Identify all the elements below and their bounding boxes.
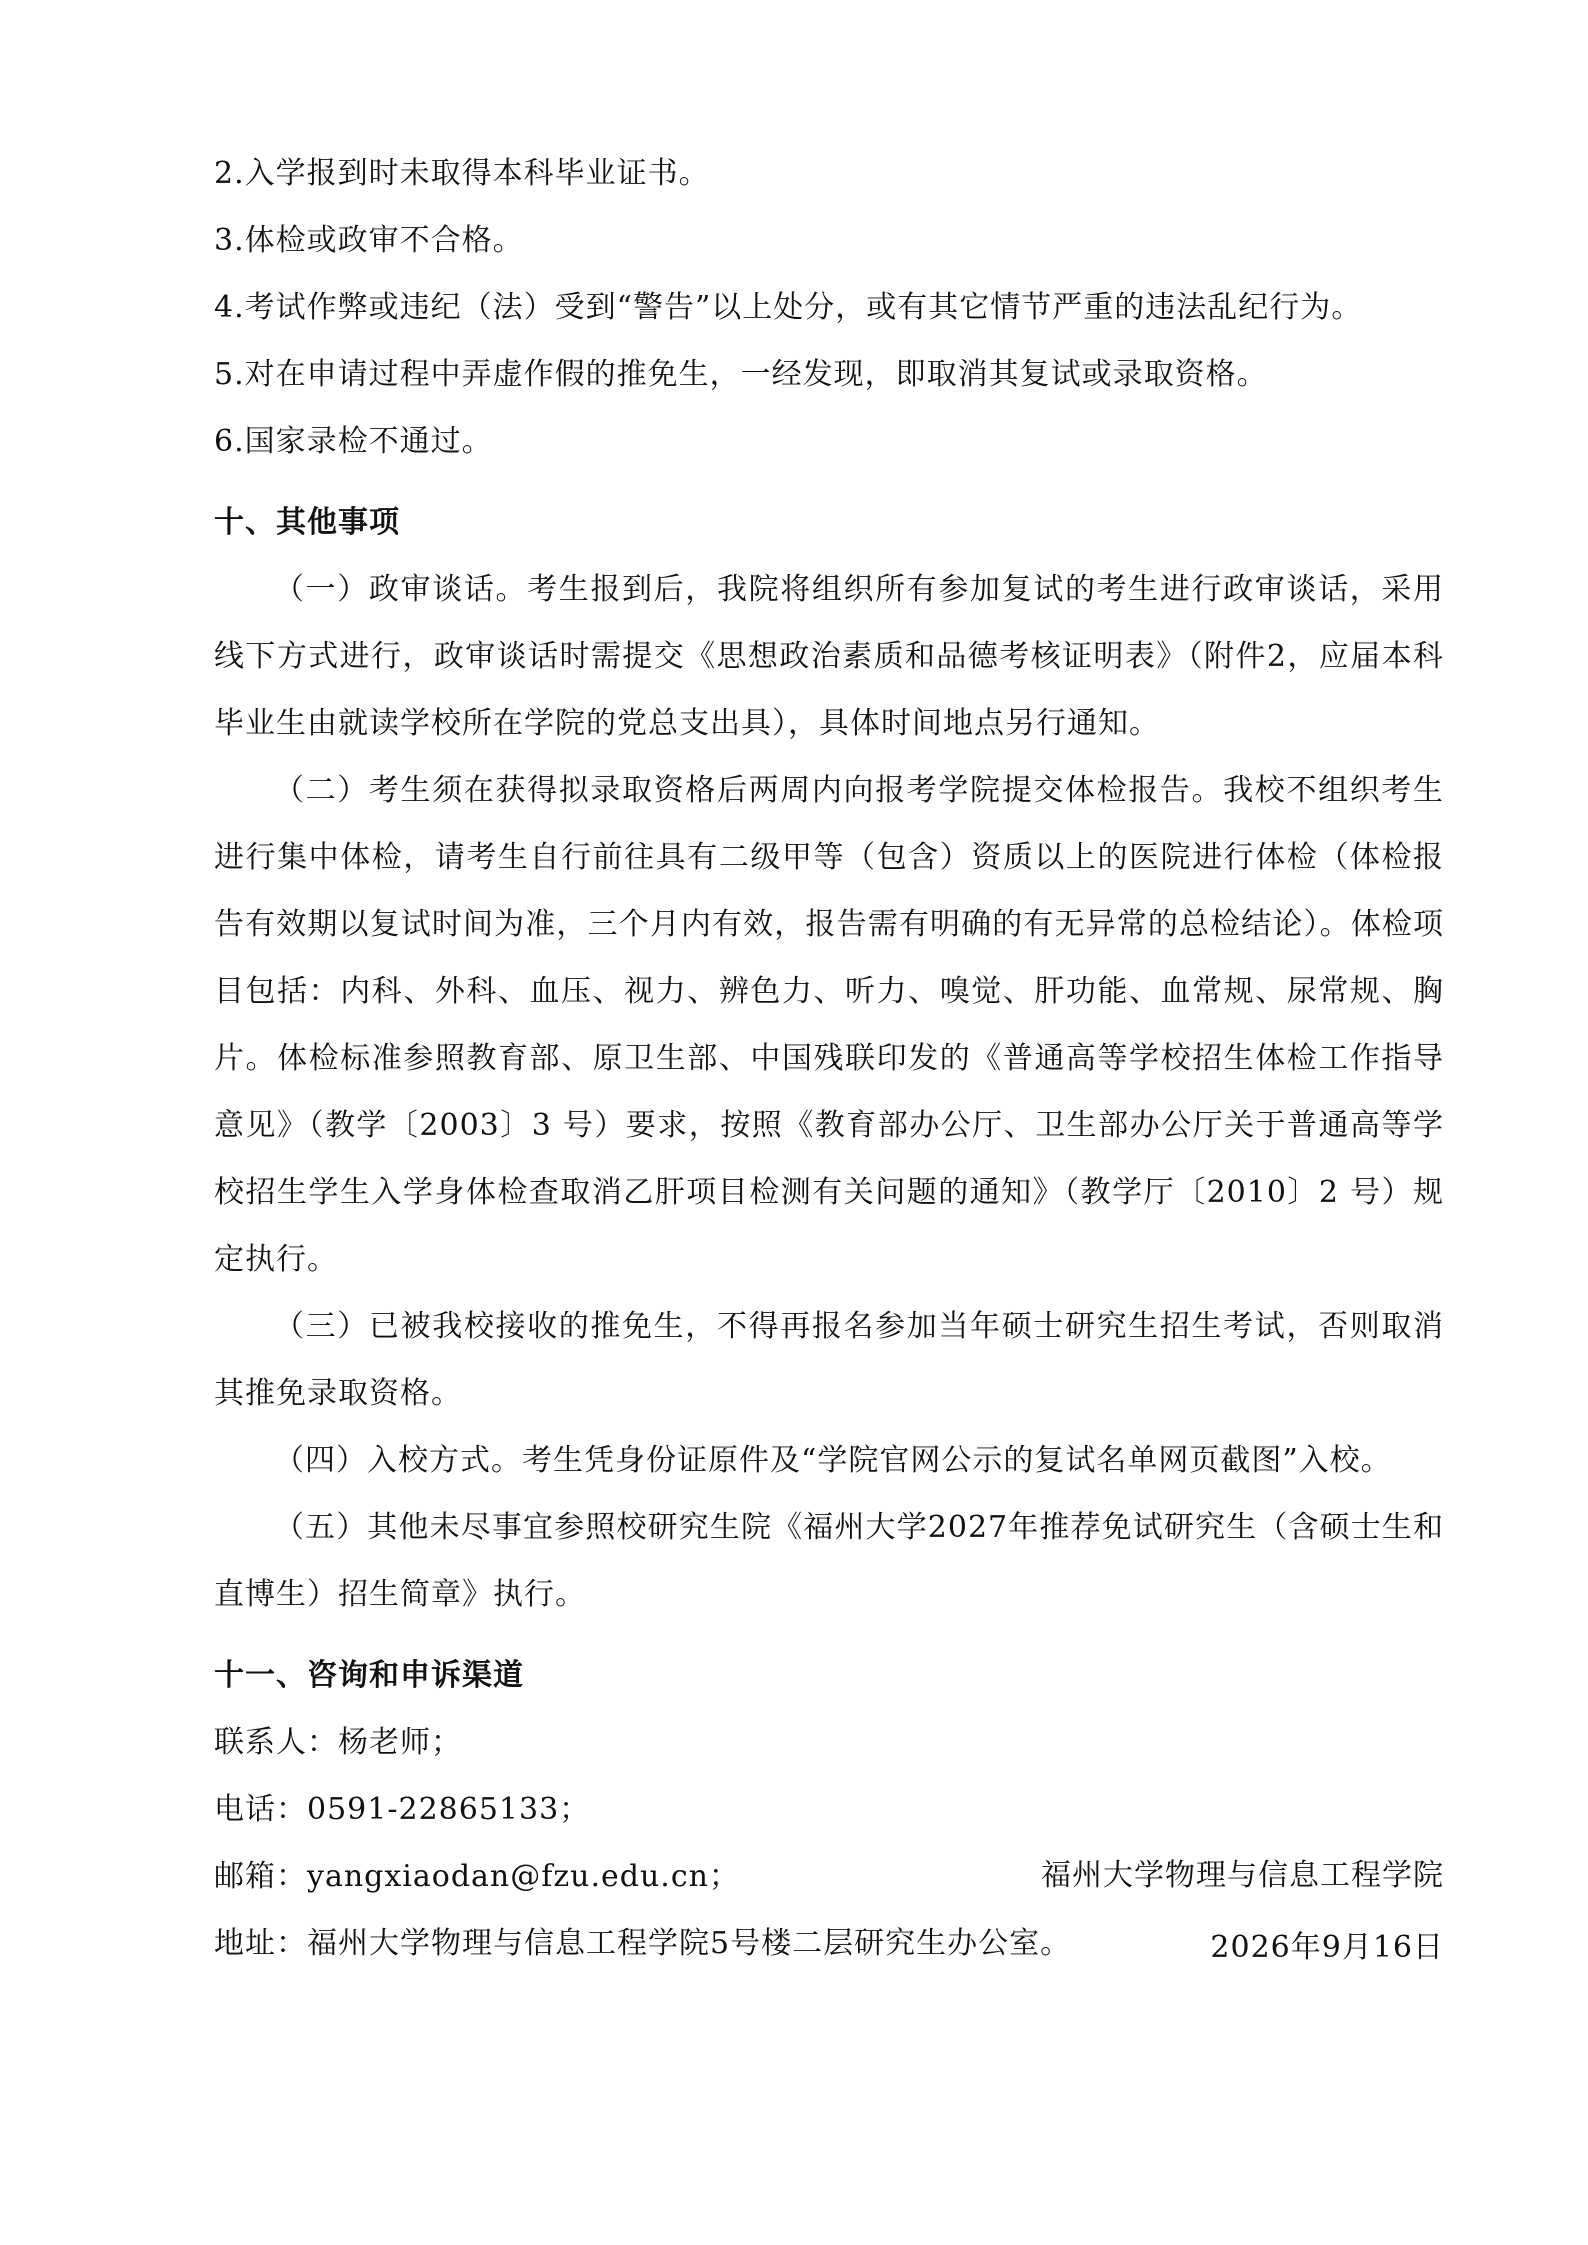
contact-email: 邮箱：yangxiaodan@fzu.edu.cn； xyxy=(214,1859,740,1894)
paragraph-campus-entry: （四）入校方式。考生凭身份证原件及“学院官网公示的复试名单网页截图”入校。 xyxy=(274,1443,1392,1478)
signature-org: 福州大学物理与信息工程学院 xyxy=(1041,1858,1444,1893)
list-item: 5.对在申请过程中弄虚作假的推免生，一经发现，即取消其复试或录取资格。 xyxy=(214,357,1268,392)
signature-date: 2026年9月16日 xyxy=(1210,1930,1444,1965)
paragraph-political-review: （一）政审谈话。考生报到后，我院将组织所有参加复试的考生进行政审谈话，采用线下方式进行，政审谈话时需提交《思想政治素质和品德考核证明表》（附件2，应届本科毕业生由就读学校所在学院的党总支出具），具体时间地点另行通知。 xyxy=(214,572,1444,741)
section-heading-other-matters: 十、其他事项 xyxy=(214,505,400,540)
section-heading-contact: 十一、咨询和申诉渠道 xyxy=(214,1658,524,1693)
contact-address: 地址：福州大学物理与信息工程学院5号楼二层研究生办公室。 xyxy=(214,1926,1072,1961)
document-body xyxy=(214,140,1444,1977)
contact-phone: 电话：0591-22865133； xyxy=(214,1792,591,1827)
signature-block xyxy=(1041,1840,1444,1984)
paragraph-medical-exam: （二）考生须在获得拟录取资格后两周内向报考学院提交体检报告。我校不组织考生进行集中体检，请考生自行前往具有二级甲等（包含）资质以上的医院进行体检（体检报告有效期以复试时间为准，三个月内有效，报告需有明确的有无异常的总检结论）。体检项目包括：内科、外科、血压、视力、辨色力、听力、嗅觉、肝功能、血常规、尿常规、胸片。体检标准参照教育部、原卫生部、中国残联印发的《普通高等学校招生体检工作指导意见》（教学〔2003〕3 号）要求，按照《教育部办公厅、卫生部办公厅关于普通高等学校招生学生入学身体检查取消乙肝项目检测有关问题的通知》（教学厅〔2010〕2 号）规定执行。 xyxy=(214,773,1444,1277)
list-item: 6.国家录检不通过。 xyxy=(214,424,493,459)
list-item: 3.体检或政审不合格。 xyxy=(214,223,524,258)
paragraph-other-matters: （五）其他未尽事宜参照校研究生院《福州大学2027年推荐免试研究生（含硕士生和直博生）招生简章》执行。 xyxy=(214,1510,1444,1612)
paragraph-exam-restriction: （三）已被我校接收的推免生，不得再报名参加当年硕士研究生招生考试，否则取消其推免录取资格。 xyxy=(214,1309,1444,1411)
list-item: 4.考试作弊或违纪（法）受到“警告”以上处分，或有其它情节严重的违法乱纪行为。 xyxy=(214,290,1363,325)
list-item: 2.入学报到时未取得本科毕业证书。 xyxy=(214,156,710,191)
contact-person: 联系人：杨老师； xyxy=(214,1725,462,1760)
